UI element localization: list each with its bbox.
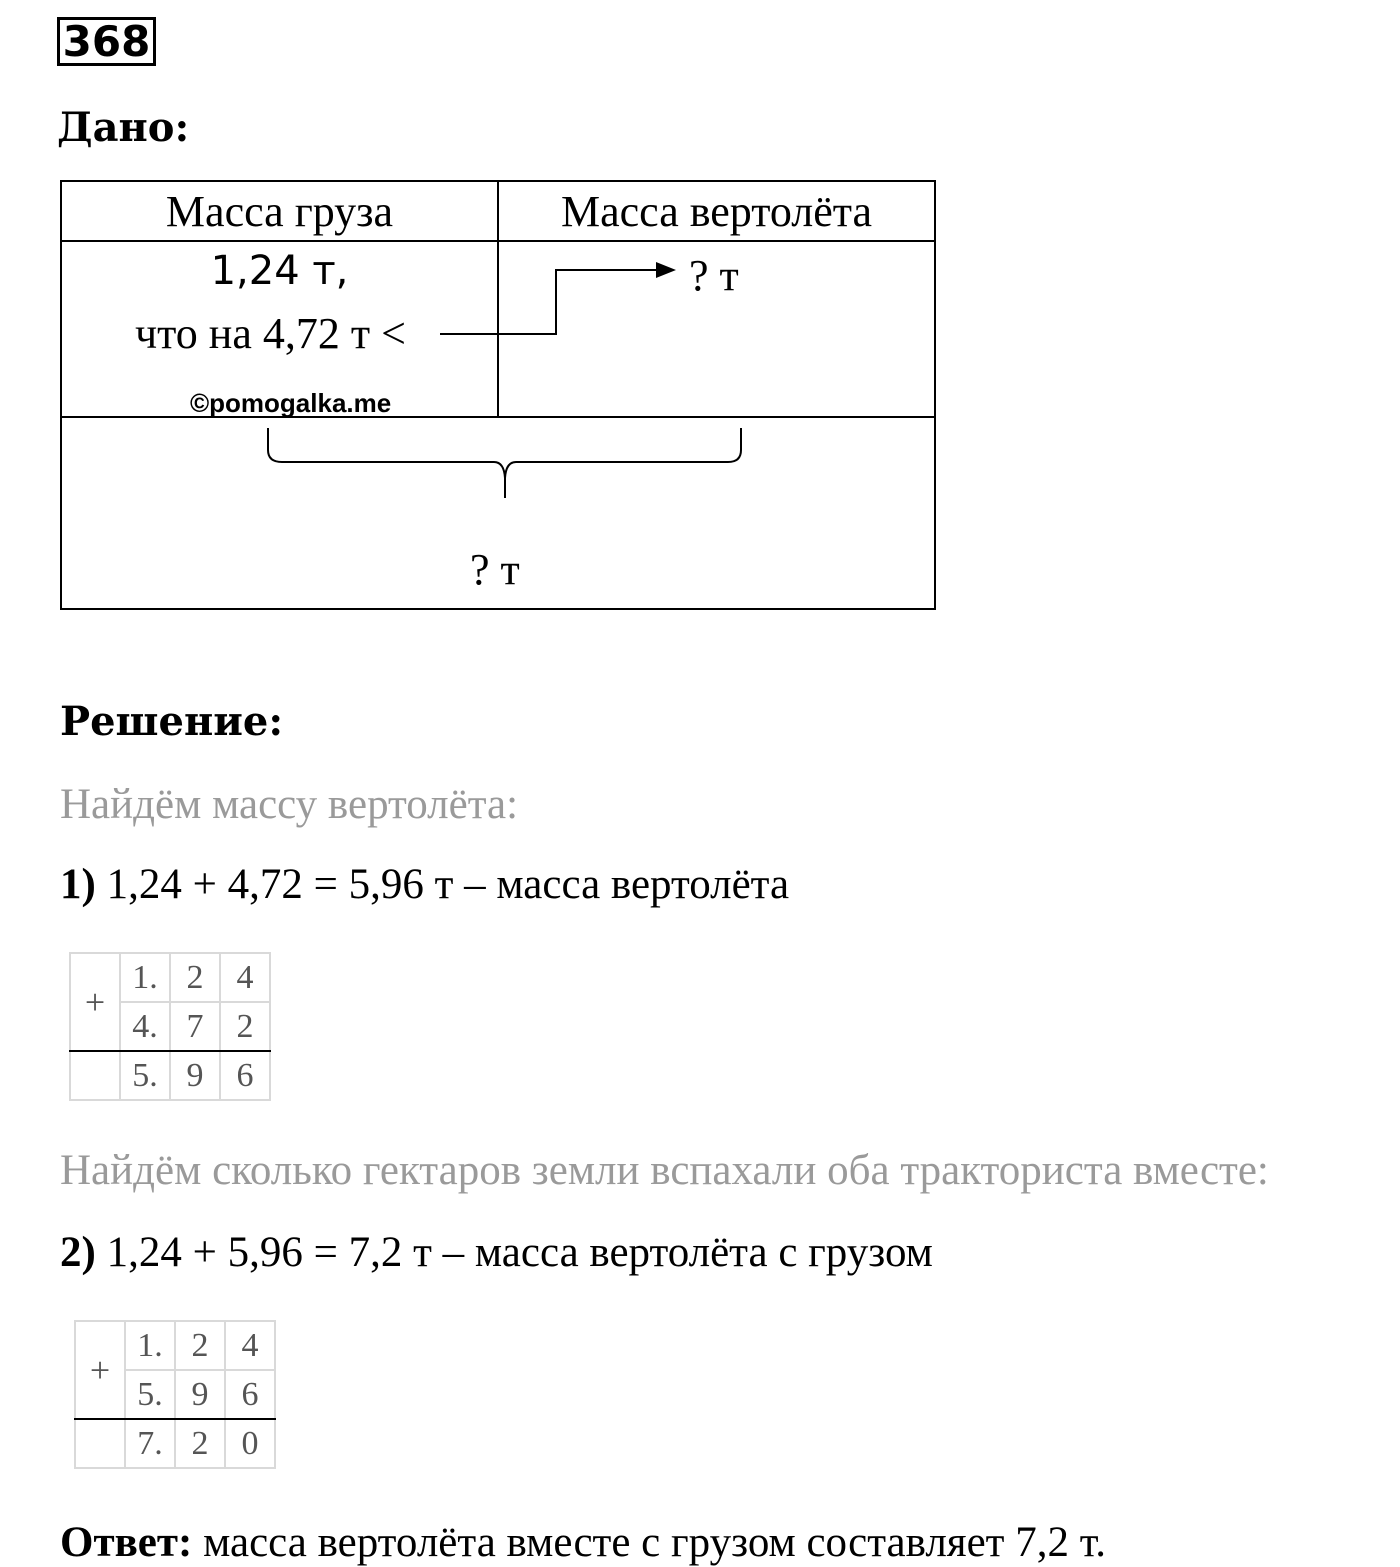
calc-result-cell: 2: [175, 1419, 225, 1468]
solution-heading: Решение:: [60, 698, 284, 745]
calc-cell: 9: [175, 1370, 225, 1419]
calc-cell: 2: [175, 1321, 225, 1370]
answer-line: [60, 1518, 1106, 1567]
helicopter-value: ? т: [689, 251, 739, 300]
calc-cell: 5.: [125, 1370, 175, 1419]
calc-cell: 4: [225, 1321, 275, 1370]
step1-line: [60, 860, 789, 909]
calc-cell: 6: [225, 1370, 275, 1419]
calc-result-cell: 9: [170, 1051, 220, 1100]
problem-number: 368: [57, 17, 156, 66]
watermark: ©pomogalka.me: [190, 388, 392, 418]
sum-line: [69, 1050, 271, 1052]
step1-number: 1): [60, 861, 96, 908]
calc-cell: 1.: [120, 953, 170, 1002]
calc-cell: 4.: [120, 1002, 170, 1051]
step2-text: 1,24 + 5,96 = 7,2 т – масса вертолёта с грузом: [106, 1229, 933, 1276]
calc-cell-empty: [75, 1419, 125, 1468]
calc-result-cell: 7.: [125, 1419, 175, 1468]
col2-header: Масса вертолёта: [560, 187, 873, 236]
calc-cell-empty: [70, 1051, 120, 1100]
plus-sign: +: [70, 953, 120, 1051]
calc-cell: 4: [220, 953, 270, 1002]
calc-result-cell: 5.: [120, 1051, 170, 1100]
calc-cell: 1.: [125, 1321, 175, 1370]
comparison-arrow: [440, 270, 660, 334]
step2-number: 2): [60, 1229, 96, 1276]
calc-cell: 2: [170, 953, 220, 1002]
answer-text: масса вертолёта вместе с грузом составляет 7,2 т.: [203, 1519, 1107, 1566]
calc2: [74, 1320, 276, 1469]
cargo-relation: что на 4,72 т <: [135, 309, 406, 358]
calc-cell: 2: [220, 1002, 270, 1051]
given-heading: Дано:: [57, 104, 190, 151]
step1-text: 1,24 + 4,72 = 5,96 т – масса вертолёта: [106, 861, 790, 908]
step1-intro: Найдём массу вертолёта:: [60, 781, 519, 828]
col1-header: Масса груза: [165, 187, 394, 236]
answer-label: Ответ:: [60, 1519, 193, 1566]
sum-line: [74, 1418, 276, 1420]
cargo-value: 1,24 т,: [210, 248, 349, 294]
curly-brace-icon: [268, 428, 741, 498]
total-value: ? т: [470, 545, 520, 594]
calc-cell: 7: [170, 1002, 220, 1051]
step2-line: [60, 1228, 933, 1277]
calc-result-cell: 6: [220, 1051, 270, 1100]
calc1: [69, 952, 271, 1101]
calc-result-cell: 0: [225, 1419, 275, 1468]
plus-sign: +: [75, 1321, 125, 1419]
diagram-overlay: [0, 0, 1400, 620]
arrow-head-icon: [656, 262, 676, 278]
step2-intro: Найдём сколько гектаров земли вспахали оба тракториста вместе:: [60, 1147, 1269, 1194]
